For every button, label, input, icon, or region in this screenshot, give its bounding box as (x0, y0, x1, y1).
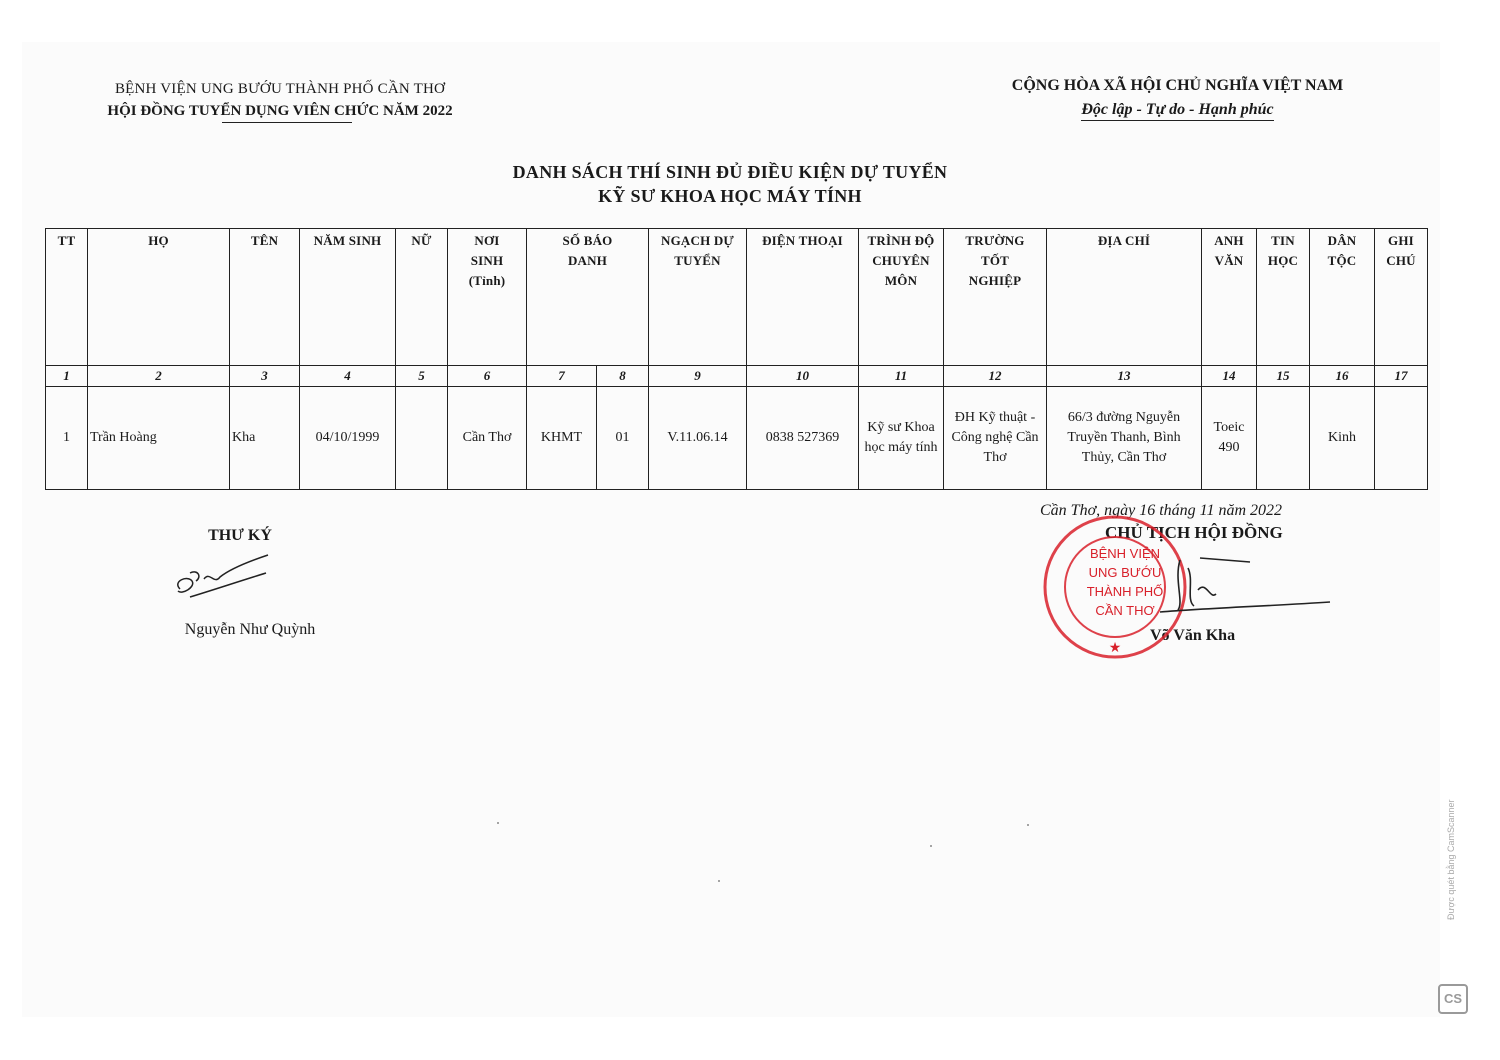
svg-text:★: ★ (1108, 639, 1122, 655)
col-number: 13 (1047, 366, 1202, 387)
col-number: 17 (1375, 366, 1428, 387)
secretary-role: THƯ KÝ (208, 527, 272, 544)
header-truong: TRƯỜNG TỐT NGHIỆP (944, 229, 1047, 366)
motto: Độc lập - Tự do - Hạnh phúc (1081, 100, 1273, 121)
cell-nam-sinh: 04/10/1999 (300, 387, 396, 490)
cell-noi-sinh: Cần Thơ (448, 387, 527, 490)
scanner-watermark: Được quét bằng CamScanner (1446, 799, 1456, 920)
cell-ngach: V.11.06.14 (649, 387, 747, 490)
header-ngach: NGẠCH DỰ TUYỂN (649, 229, 747, 366)
cell-tin-hoc (1257, 387, 1310, 490)
header-tt: TT (46, 229, 88, 366)
header-nu: NỮ (396, 229, 448, 366)
cell-tt: 1 (46, 387, 88, 490)
sign-date: Cần Thơ, ngày 16 tháng 11 năm 2022 (1040, 502, 1283, 519)
col-number: 2 (88, 366, 230, 387)
header-underline (222, 122, 352, 123)
scan-speck (718, 880, 720, 882)
chairman-role: CHỦ TỊCH HỘI ĐỒNG (1105, 523, 1283, 542)
country-name: CỘNG HÒA XÃ HỘI CHỦ NGHĨA VIỆT NAM (1011, 77, 1344, 94)
cell-trinh-do: Kỹ sư Khoa học máy tính (859, 387, 944, 490)
title-line-1: DANH SÁCH THÍ SINH ĐỦ ĐIỀU KIỆN DỰ TUYỂN (512, 162, 948, 182)
column-number-row (46, 366, 1428, 387)
col-number: 6 (448, 366, 527, 387)
cell-dia-chi: 66/3 đường Nguyễn Truyền Thanh, Bình Thủy, Cần Thơ (1047, 387, 1202, 490)
cell-ghi-chu (1375, 387, 1428, 490)
col-number: 14 (1202, 366, 1257, 387)
col-number: 7 (527, 366, 597, 387)
council-name: HỘI ĐỒNG TUYỂN DỤNG VIÊN CHỨC NĂM 2022 (107, 103, 453, 119)
col-number: 11 (859, 366, 944, 387)
col-number: 12 (944, 366, 1047, 387)
secretary-signature (170, 551, 270, 601)
hospital-name: BỆNH VIỆN UNG BƯỚU THÀNH PHỐ CẦN THƠ (114, 81, 446, 97)
header-dia-chi: ĐỊA CHỈ (1047, 229, 1202, 366)
table-row (46, 387, 1428, 490)
col-number: 9 (649, 366, 747, 387)
document-title (380, 160, 1080, 208)
col-number: 16 (1310, 366, 1375, 387)
cell-anh-van: Toeic 490 (1202, 387, 1257, 490)
secretary-block (150, 527, 350, 639)
title-line-2: KỸ SƯ KHOA HỌC MÁY TÍNH (598, 186, 862, 206)
col-number: 15 (1257, 366, 1310, 387)
header-ten: TÊN (230, 229, 300, 366)
header-so-bao-danh: SỐ BÁO DANH (527, 229, 649, 366)
header-organization (70, 78, 490, 122)
col-number: 1 (46, 366, 88, 387)
col-number: 8 (597, 366, 649, 387)
scan-speck (497, 822, 499, 824)
stamp-line: UNG BƯỚU (1088, 565, 1162, 580)
header-dien-thoai: ĐIỆN THOẠI (747, 229, 859, 366)
chairman-signature (1150, 550, 1340, 620)
scan-speck (1027, 824, 1029, 826)
header-trinh-do: TRÌNH ĐỘ CHUYÊN MÔN (859, 229, 944, 366)
camscanner-logo-icon: CS (1438, 984, 1468, 1014)
stamp-line: BỆNH VIỆN (1089, 546, 1161, 561)
col-number: 5 (396, 366, 448, 387)
header-dan-toc: DÂN TỘC (1310, 229, 1375, 366)
header-nam-sinh: NĂM SINH (300, 229, 396, 366)
chairman-name: Võ Văn Kha (1150, 627, 1236, 644)
table-header-row (46, 229, 1428, 366)
header-ho: HỌ (88, 229, 230, 366)
cell-ten: Kha (230, 387, 300, 490)
stamp-line: THÀNH PHỐ (1086, 584, 1164, 599)
header-anh-van: ANH VĂN (1202, 229, 1257, 366)
cell-truong: ĐH Kỹ thuật - Công nghệ Cần Thơ (944, 387, 1047, 490)
cell-nu (396, 387, 448, 490)
header-national-motto (985, 74, 1370, 122)
header-ghi-chu: GHI CHÚ (1375, 229, 1428, 366)
header-tin-hoc: TIN HỌC (1257, 229, 1310, 366)
secretary-name: Nguyễn Như Quỳnh (184, 621, 316, 638)
cell-dien-thoai: 0838 527369 (747, 387, 859, 490)
stamp-line: CẦN THƠ (1095, 603, 1155, 618)
cell-sbd-ma: KHMT (527, 387, 597, 490)
candidate-table (45, 228, 1428, 490)
col-number: 3 (230, 366, 300, 387)
header-noi-sinh: NƠI SINH (Tỉnh) (448, 229, 527, 366)
cell-dan-toc: Kinh (1310, 387, 1375, 490)
col-number: 10 (747, 366, 859, 387)
col-number: 4 (300, 366, 396, 387)
cell-sbd-so: 01 (597, 387, 649, 490)
scan-speck (930, 845, 932, 847)
cell-ho: Trần Hoàng (88, 387, 230, 490)
